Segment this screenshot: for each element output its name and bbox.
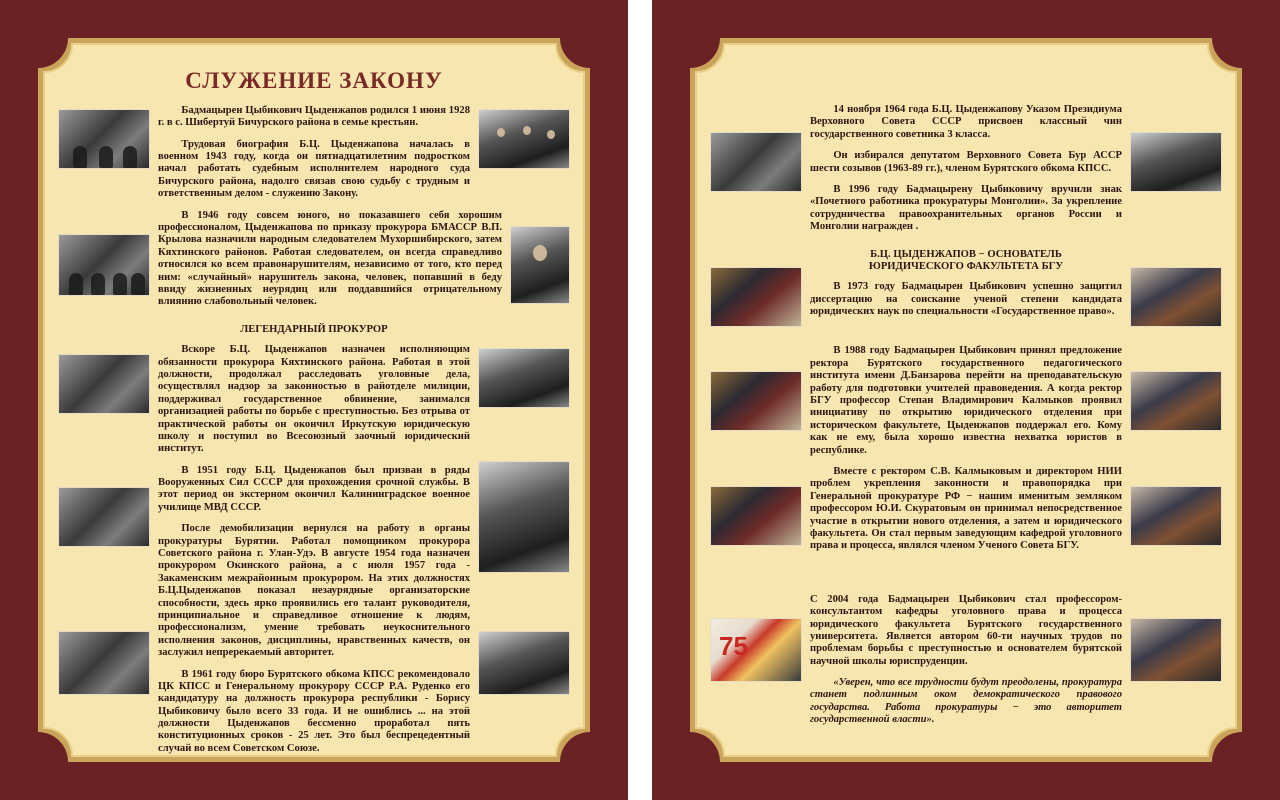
photo-group-large [478, 348, 570, 408]
left-content [58, 58, 570, 754]
text-republic-prosecutor: В 1961 году бюро Бурятского обкома КПСС рекомендовало ЦК КПСС и Генеральному прокурору СССР Р.А. Руденко его кандидатуру на должность прокурора республики - Борису Цыбиковичу было всего 33 года. И не ошиблись ... на этой должности Цыденжапов бессменно проработал пять конституционных сроков - 25 лет. Это был беспрецедентный случай во всем Советском Союзе. [158, 668, 470, 754]
row-professor [710, 594, 1222, 736]
text-after-demobilization: После демобилизации вернулся на работу в органы прокуратуры Бурятии. Работал помощником прокурора Советского района г. Улан-Удэ. В августе 1954 года назначен прокурором Окинского района, а с июля 1957 года - Закаменским межрайонным прокурором. На этих должностях Б.Ц.Цыденжапов показал незаурядные организаторские способности, здесь ярко проявились его талант руководителя, принципиальное и справедливое отношение к людям, профессионализм, умение требовать неукоснительного исполнения законов, дисциплины, нравственных качеств, он заслужил непререкаемый авторитет. [158, 523, 470, 659]
photo-academic-robes [1130, 371, 1222, 431]
photo-university-entrance [710, 267, 802, 327]
photo-group-outdoor [58, 354, 150, 414]
subhead-legendary-prosecutor: ЛЕГЕНДАРНЫЙ ПРОКУРОР [240, 323, 388, 335]
text-quote: «Уверен, что все трудности будут преодолены, прокуратура станет подлинным оком демократического правового государства. Работа прокуратуры − это авторитет государственной власти». [810, 677, 1122, 726]
photo-presidium [478, 631, 570, 695]
photo-helicopter [1130, 132, 1222, 192]
text-deputy: Он избирался депутатом Верховного Совета Бур АССР шести созывов (1963-89 гг.), членом Бурятского обкома КПСС. [810, 150, 1122, 174]
photo-women-bw [478, 109, 570, 169]
photo-conference-table [58, 631, 150, 695]
row-prosecutor [58, 344, 570, 465]
photo-ceremony [1130, 486, 1222, 546]
photo-family-color [1130, 618, 1222, 682]
text-acting-prosecutor: Вскоре Б.Ц. Цыденжапов назначен исполняющим обязанности прокурора Кяхтинского района. Работая в этой должности, продолжал расследовать уголовные дела, осуществлял надзор за законностью в райотделе милиции, поддерживал государственное обвинение, занимался организацией работы по борьбе с преступностью. Без отрыва от практической работы он окончил Иркутскую юридическую школу и поступил во Всесоюзный заочный юридический институт. [158, 344, 470, 455]
left-board [0, 0, 628, 800]
photo-couples-bw [58, 234, 150, 296]
page-title: СЛУЖЕНИЕ ЗАКОНУ [185, 68, 443, 93]
photo-family-bw [58, 109, 150, 169]
row-investigator [58, 210, 570, 318]
row-dissertation [710, 281, 1222, 327]
photo-hall-meeting [478, 461, 570, 573]
right-content [710, 58, 1222, 742]
text-biography-start: Трудовая биография Б.Ц. Цыденжапова началась в военном 1943 году, когда он пятнадцатилетним подростком начал работать судебным исполнителем народного суда Бичурского района, надолго связав свою судьбу с трудным и ответственным делом - служению Закону. [158, 138, 470, 200]
text-mongolia-award: В 1996 году Бадмацырену Цыбиковичу вручили знак «Почетного работника прокуратуры Монголии». За укрепление сотрудничества правоохранительных органов России и Монголии награжден . [810, 183, 1122, 233]
photo-faculty-group [710, 371, 802, 431]
row-state-counselor [710, 104, 1222, 243]
text-army-service: В 1951 году Б.Ц. Цыденжапов был призван в ряды Вооруженных Сил СССР для прохождения срочной службы. В этот период он экстерном окончил Калининградское военное училище МВД СССР. [158, 464, 470, 513]
subhead-founder-2: ЮРИДИЧЕСКОГО ФАКУЛЬТЕТА БГУ [868, 260, 1064, 272]
text-state-counselor: 14 ноября 1964 года Б.Ц. Цыденжапову Указом Президиума Верховного Совета СССР присвоен классный чин государственного советника 3 класса. [810, 104, 1122, 140]
photo-portrait-uniform [510, 226, 570, 304]
photo-handshake [1130, 267, 1222, 327]
row-faculty-founding [710, 466, 1222, 562]
photo-anniversary-75 [710, 618, 802, 682]
row-republic-prosecutor [58, 669, 570, 765]
text-teaching: В 1988 году Бадмацырен Цыбикович принял предложение ректора Бурятского государственного педагогического института имени Д.Банзарова перейти на преподавательскую работу для подготовки учителей правоведения. А когда ректор БГУ профессор Степан Владимирович Калмыков проявил инициативу по открытию юридического отделения при историческом факультете, Цыденжапов поддержал его. Кому как не ему, была хорошо известна нехватка юристов в республике. [810, 345, 1122, 456]
photo-group-seated [58, 487, 150, 547]
photo-group-photo-bw [710, 132, 802, 192]
text-birth: Бадмацырен Цыбикович Цыденжапов родился 1 июня 1928 г. в с. Шибертуй Бичурского района в семье крестьян. [158, 104, 470, 129]
text-investigator: В 1946 году совсем юного, но показавшего себя хорошим профессионалом, Цыденжапова по приказу прокурора БМАССР В.П. Крылова назначили народным следователем Мухоршибирского, затем Кяхтинского районов. Работая следователем, он всегда справедливо относился ко всем правонарушителям, независимо от того, кто перед ним: «случайный» нарушитель закона, человек, попавший в беду ввиду жизненных неурядиц или поддавшийся отрицательному влиянию слабовольный человек. [158, 209, 502, 308]
row-birth [58, 105, 570, 210]
anniversary-75-label: 75 [719, 630, 748, 661]
photo-department-group [710, 486, 802, 546]
text-dissertation: В 1973 году Бадмацырен Цыбикович успешно защитил диссертацию на соискание ученой степени кандидата юридических наук по специальности «Государственное право». [810, 281, 1122, 318]
text-professor: С 2004 года Бадмацырен Цыбикович стал профессором-консультантом кафедры уголовного права и процесса юридического факультета Бурятского государственного университета. Является автором 60-ти научных трудов по проблемам борьбы с преступностью и основателем бурятской научной школы юриспруденции. [810, 593, 1122, 667]
text-faculty-founding: Вместе с ректором С.В. Калмыковым и директором НИИ проблем укрепления законности и правопорядка при Генеральной прокуратуре РФ − нашим именитым земляком профессором Ю.И. Скуратовым он принимал непосредственное участие в открытии нового отделения, а затем и юридического факультета. Он стал первым заведующим кафедрой уголовного права и процесса, являлся членом Ученого Совета БГУ. [810, 465, 1122, 552]
row-teaching [710, 345, 1222, 466]
right-board [652, 0, 1280, 800]
subhead-founder-1: Б.Ц. ЦЫДЕНЖАПОВ − ОСНОВАТЕЛЬ [870, 248, 1062, 260]
